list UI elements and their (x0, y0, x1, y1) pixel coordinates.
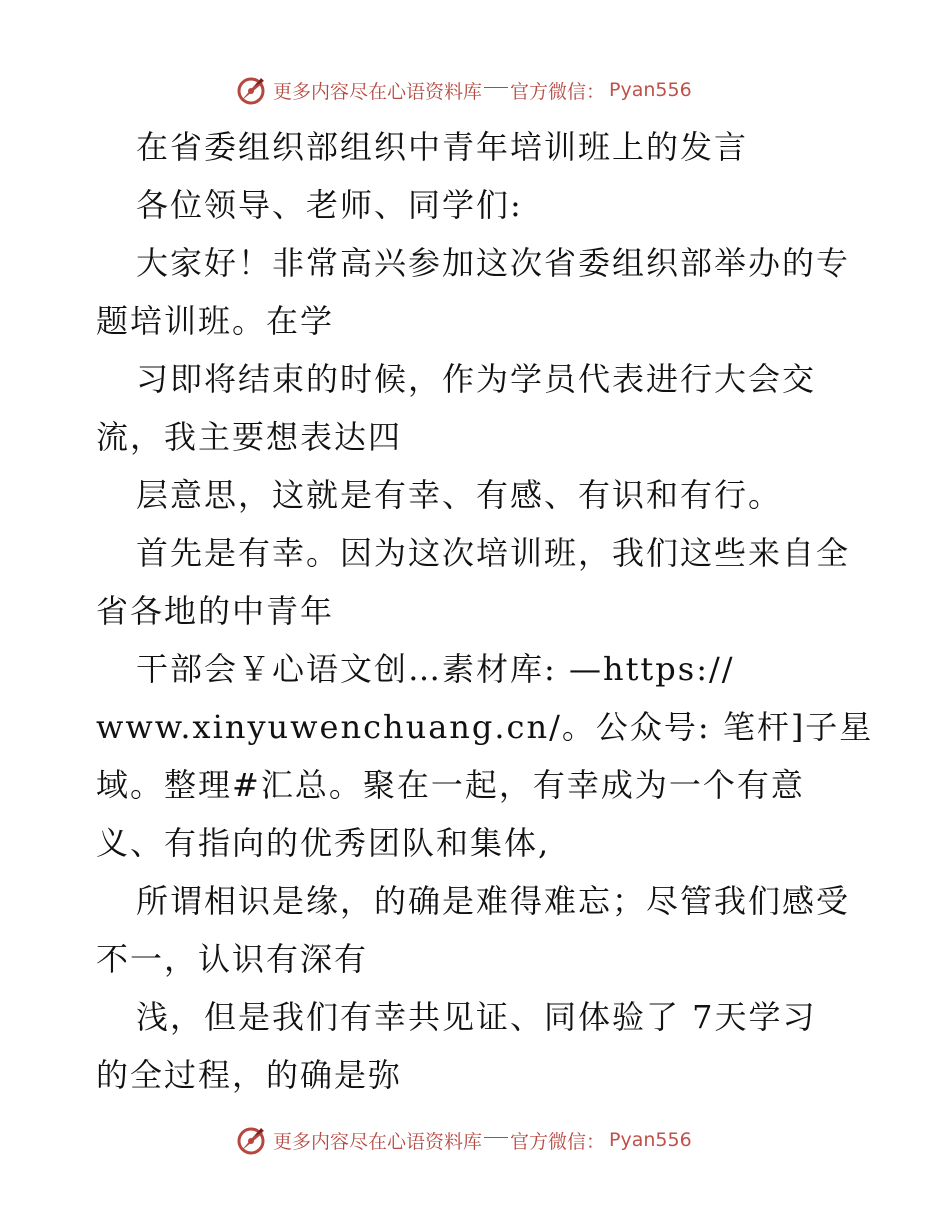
text-line: 的全过程，的确是弥 (96, 1056, 403, 1094)
document-body (96, 118, 876, 1104)
text-line: 流，我主要想表达四 (96, 418, 403, 456)
banner-wechat-id: Pyan556 (609, 1129, 692, 1151)
text-line: 域。整理#汇总。聚在一起，有幸成为一个有意 (96, 766, 805, 804)
text-line: 所谓相识是缘，的确是难得难忘；尽管我们感受 (136, 882, 851, 920)
text-line: 题培训班。在学 (96, 302, 335, 340)
banner-wechat-label: 官方微信： (510, 1130, 606, 1153)
text-line: 层意思，这就是有幸、有感、有识和有行。 (136, 476, 783, 514)
header-banner[interactable] (235, 72, 692, 108)
text-line: 首先是有幸。因为这次培训班，我们这些来自全 (136, 534, 851, 572)
text-line: www.xinyuwenchuang.cn/。公众号: 笔杆]子星 (96, 708, 874, 746)
banner-wechat-label: 官方微信： (510, 80, 606, 103)
text-line: 不一，认识有深有 (96, 940, 369, 978)
banner-wechat-id: Pyan556 (609, 79, 692, 101)
quill-circle-logo-icon (235, 74, 267, 106)
text-line: 浅，但是我们有幸共见证、同体验了 7天学习 (136, 998, 817, 1036)
banner-slogan: 更多内容尽在心语资料库 (273, 1130, 483, 1153)
document-title: 在省委组织部组织中青年培训班上的发言 (136, 128, 749, 166)
text-line: 习即将结束的时候，作为学员代表进行大会交 (136, 360, 817, 398)
text-line: 省各地的中青年 (96, 592, 335, 630)
quill-circle-logo-icon (235, 1124, 267, 1156)
text-line: 干部会￥心语文创…素材库: —https:// (136, 650, 735, 688)
salutation-line: 各位领导、老师、同学们: (136, 186, 523, 224)
text-line: 大家好！非常高兴参加这次省委组织部举办的专 (136, 244, 851, 282)
banner-divider (484, 1137, 508, 1138)
text-line: 义、有指向的优秀团队和集体, (96, 824, 551, 862)
banner-divider (484, 87, 508, 88)
footer-banner[interactable] (235, 1122, 692, 1158)
banner-slogan: 更多内容尽在心语资料库 (273, 80, 483, 103)
